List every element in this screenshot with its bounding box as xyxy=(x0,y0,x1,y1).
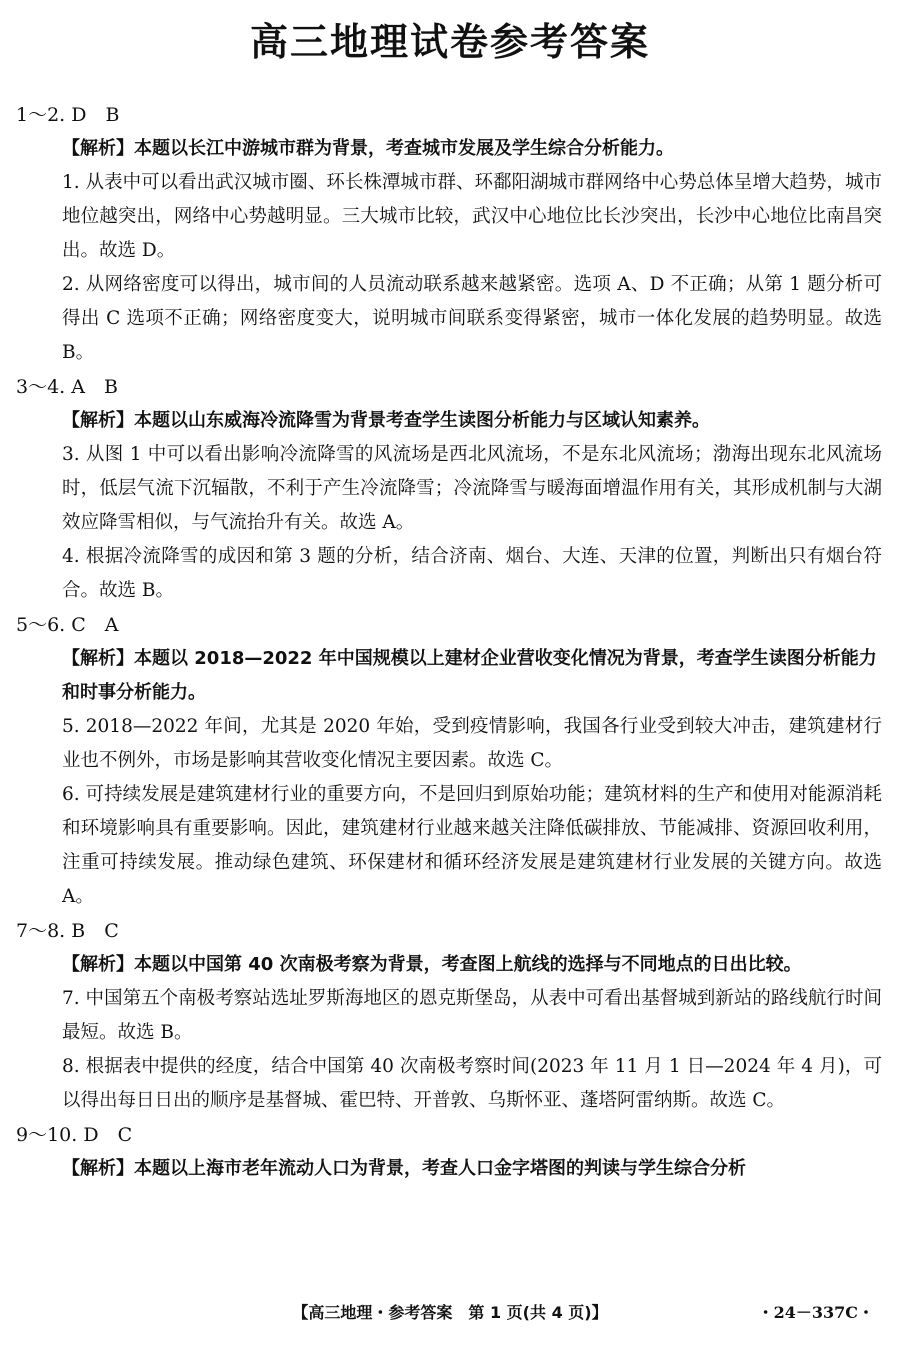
answer-group xyxy=(16,98,886,370)
explanation-paragraph: 7. 中国第五个南极考察站选址罗斯海地区的恩克斯堡岛，从表中可看出基督城到新站的路线航行时间最短。故选 B。 xyxy=(62,988,882,1043)
answer-group xyxy=(16,608,886,914)
analysis-summary: 【解析】本题以中国第 40 次南极考察为背景，考查图上航线的选择与不同地点的日出比较。 xyxy=(62,954,802,975)
explanation-paragraph: 6. 可持续发展是建筑建材行业的重要方向，不是回归到原始功能；建筑材料的生产和使用对能源消耗和环境影响具有重要影响。因此，建筑建材行业越来越关注降低碳排放、节能减排、资源回收利用，注重可持续发展。推动绿色建筑、环保建材和循环经济发展是建筑建材行业发展的关键方向。故选 A。 xyxy=(62,784,882,907)
explanation-paragraph: 1. 从表中可以看出武汉城市圈、环长株潭城市群、环鄱阳湖城市群网络中心势总体呈增大趋势，城市地位越突出，网络中心势越明显。三大城市比较，武汉中心地位比长沙突出，长沙中心地位比南昌突出。故选 D。 xyxy=(62,172,882,261)
explanation-paragraph: 5. 2018—2022 年间，尤其是 2020 年始，受到疫情影响，我国各行业受到较大冲击，建筑建材行业也不例外，市场是影响其营收变化情况主要因素。故选 C。 xyxy=(62,716,882,771)
answer-group xyxy=(16,370,886,608)
answer-content xyxy=(16,98,886,1186)
footer-doc-code: ・24－337C・ xyxy=(757,1303,874,1322)
page-footer xyxy=(0,1298,900,1328)
analysis-summary: 【解析】本题以 2018—2022 年中国规模以上建材企业营收变化情况为背景，考查学生读图分析能力和时事分析能力。 xyxy=(62,648,877,703)
answer-key-line: 1～2. D B xyxy=(16,104,120,126)
answer-key-line: 7～8. B C xyxy=(16,920,119,942)
answer-key-line: 9～10. D C xyxy=(16,1124,133,1146)
answer-key-line: 5～6. C A xyxy=(16,614,119,636)
analysis-summary: 【解析】本题以上海市老年流动人口为背景，考查人口金字塔图的判读与学生综合分析 xyxy=(62,1158,746,1179)
explanation-paragraph: 2. 从网络密度可以得出，城市间的人员流动联系越来越紧密。选项 A、D 不正确；从第 1 题分析可得出 C 选项不正确；网络密度变大，说明城市间联系变得紧密，城市一体化发展的趋势明显。故选 B。 xyxy=(62,274,882,363)
answer-key-line: 3～4. A B xyxy=(16,376,118,398)
explanation-paragraph: 8. 根据表中提供的经度，结合中国第 40 次南极考察时间(2023 年 11 月 1 日—2024 年 4 月)，可以得出每日日出的顺序是基督城、霍巴特、开普敦、乌斯怀亚、蓬塔阿雷纳斯。故选 C。 xyxy=(62,1056,882,1111)
page-title: 高三地理试卷参考答案 xyxy=(249,20,650,64)
footer-page-info: 【高三地理・参考答案 第 1 页(共 4 页)】 xyxy=(292,1303,608,1322)
explanation-paragraph: 4. 根据冷流降雪的成因和第 3 题的分析，结合济南、烟台、大连、天津的位置，判断出只有烟台符合。故选 B。 xyxy=(62,546,882,601)
analysis-summary: 【解析】本题以长江中游城市群为背景，考查城市发展及学生综合分析能力。 xyxy=(62,138,674,159)
analysis-summary: 【解析】本题以山东威海冷流降雪为背景考查学生读图分析能力与区域认知素养。 xyxy=(62,410,710,431)
answer-group xyxy=(16,914,886,1118)
explanation-paragraph: 3. 从图 1 中可以看出影响冷流降雪的风流场是西北风流场，不是东北风流场；渤海出现东北风流场时，低层气流下沉辐散，不利于产生冷流降雪；冷流降雪与暖海面增温作用有关，其形成机制与大湖效应降雪相似，与气流抬升有关。故选 A。 xyxy=(62,444,882,533)
answer-group xyxy=(16,1118,886,1186)
